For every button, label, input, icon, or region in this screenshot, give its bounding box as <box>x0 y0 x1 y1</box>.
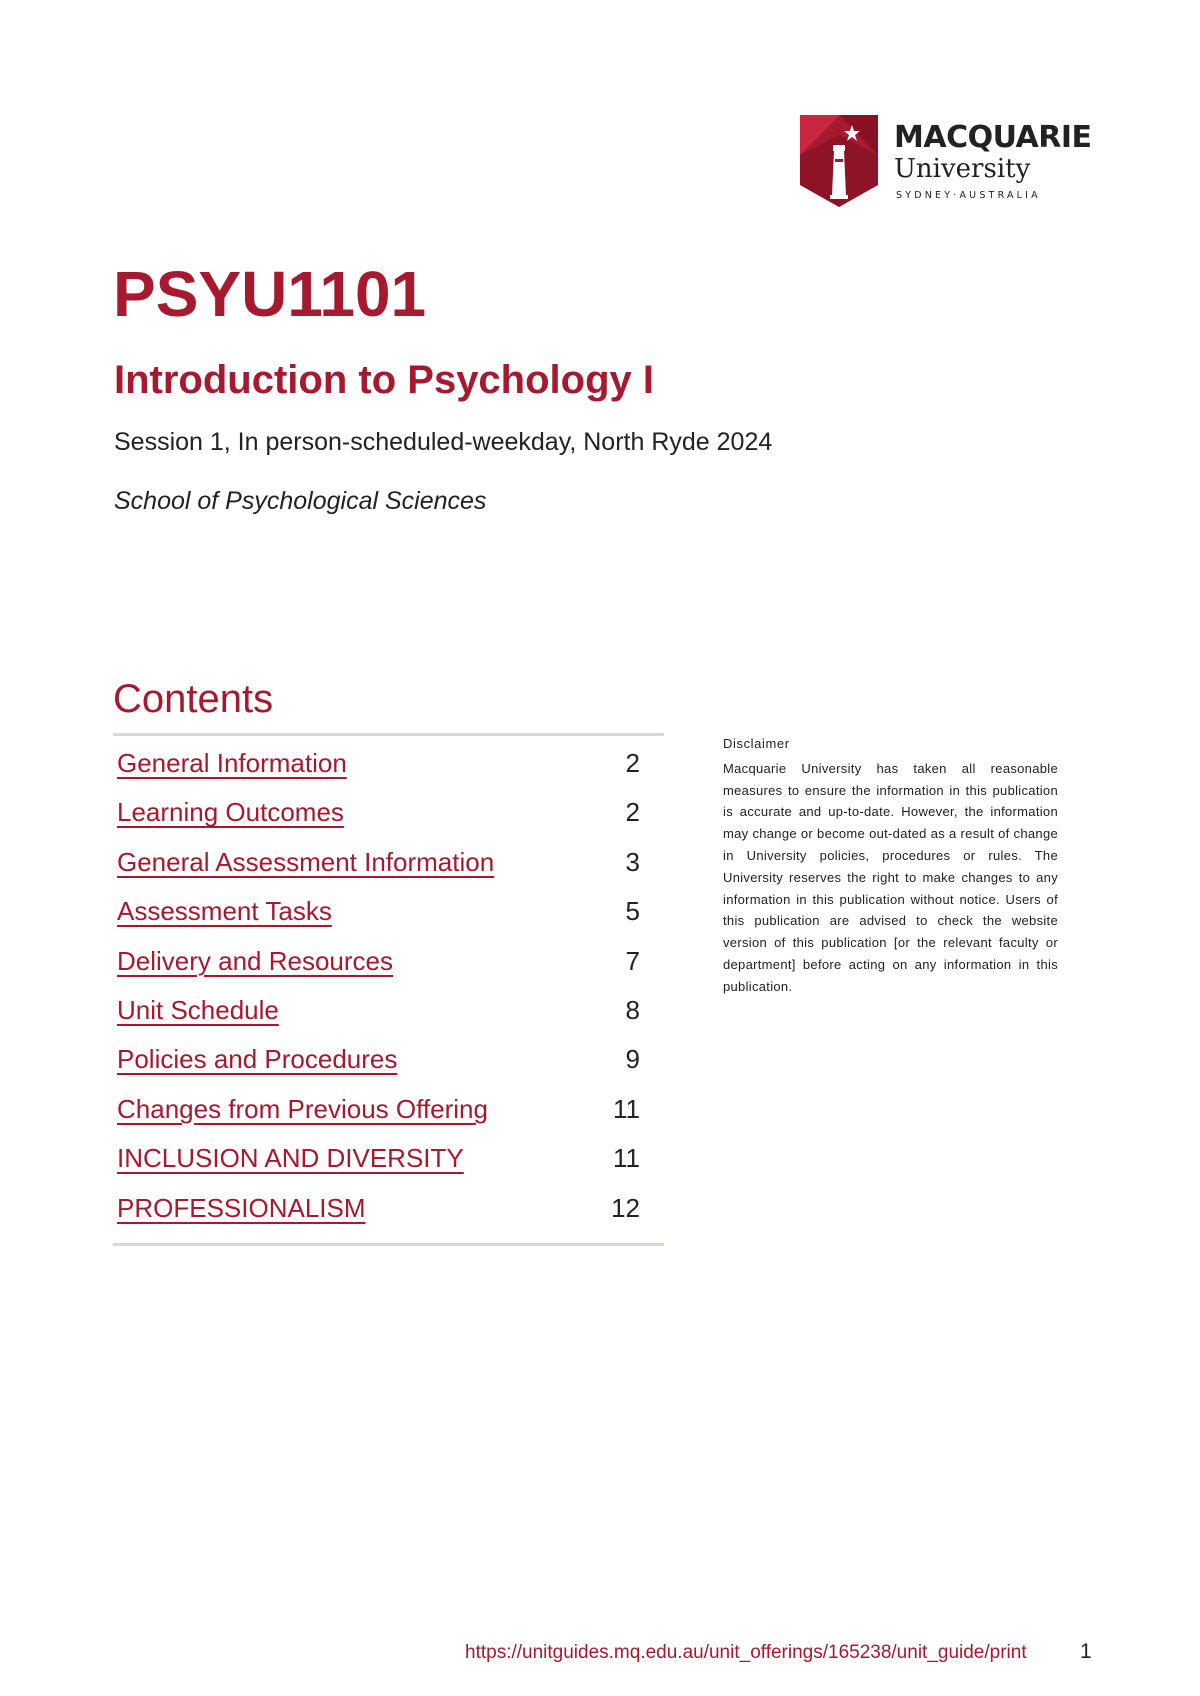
toc-page-number: 7 <box>625 945 640 976</box>
unit-school: School of Psychological Sciences <box>114 487 487 515</box>
toc-row <box>113 742 664 791</box>
footer-url-link[interactable]: https://unitguides.mq.edu.au/unit_offerings/165238/unit_guide/print <box>465 1642 1027 1663</box>
toc-link-changes-from-previous-offering[interactable]: Changes from Previous Offering <box>117 1093 488 1124</box>
toc-link-general-assessment-information[interactable]: General Assessment Information <box>117 846 495 877</box>
toc-page-number: 2 <box>625 797 640 828</box>
disclaimer-text: Macquarie University has taken all reasonable measures to ensure the information in this publication is accurate and up-to-date. However, the information may change or become out-dated as a result of change in University policies, procedures or rules. The University reserves the right to make changes to any information in this publication without notice. Users of this publication are advised to check the website version of this publication [or the relevant faculty or department] before acting on any information in this publication. <box>723 760 1058 994</box>
toc-link-learning-outcomes[interactable]: Learning Outcomes <box>117 797 344 828</box>
toc-row <box>113 989 664 1038</box>
toc-page-number: 9 <box>625 1044 640 1075</box>
toc-row <box>113 1088 664 1137</box>
lighthouse-shield-icon <box>800 115 878 207</box>
toc-row <box>113 940 664 989</box>
university-logo <box>800 115 1100 207</box>
logo-location: SYDNEY·AUSTRALIA <box>896 190 1041 201</box>
disclaimer-label: Disclaimer <box>723 736 790 751</box>
toc-link-delivery-and-resources[interactable]: Delivery and Resources <box>117 945 394 976</box>
toc-row <box>113 841 664 890</box>
toc-row <box>113 890 664 939</box>
toc-page-number: 8 <box>625 994 640 1025</box>
toc-page-number: 2 <box>625 748 640 778</box>
unit-session: Session 1, In person-scheduled-weekday, North Ryde 2024 <box>114 428 773 456</box>
toc-page-number: 11 <box>613 1093 640 1124</box>
toc-link-general-information[interactable]: General Information <box>117 748 347 778</box>
toc-page-number: 11 <box>613 1143 640 1174</box>
unit-code: PSYU1101 <box>113 258 427 330</box>
disclaimer <box>723 733 1058 998</box>
toc-link-professionalism[interactable]: PROFESSIONALISM <box>117 1192 366 1223</box>
table-of-contents <box>113 733 664 1246</box>
logo-subtitle: University <box>894 154 1031 184</box>
unit-title: Introduction to Psychology I <box>114 358 654 402</box>
logo-wordmark: MACQUARIE <box>894 120 1092 155</box>
toc-row <box>113 1187 664 1236</box>
toc-link-inclusion-and-diversity[interactable]: INCLUSION AND DIVERSITY <box>117 1143 464 1174</box>
toc-row <box>113 791 664 840</box>
toc-link-assessment-tasks[interactable]: Assessment Tasks <box>117 896 332 927</box>
toc-row <box>113 1137 664 1186</box>
toc-link-unit-schedule[interactable]: Unit Schedule <box>117 994 279 1025</box>
contents-heading: Contents <box>113 677 274 721</box>
toc-page-number: 3 <box>625 846 640 877</box>
toc-row <box>113 1038 664 1087</box>
page-number: 1 <box>1080 1640 1092 1663</box>
toc-page-number: 5 <box>625 896 640 927</box>
toc-link-policies-and-procedures[interactable]: Policies and Procedures <box>117 1044 398 1075</box>
toc-page-number: 12 <box>611 1192 640 1223</box>
